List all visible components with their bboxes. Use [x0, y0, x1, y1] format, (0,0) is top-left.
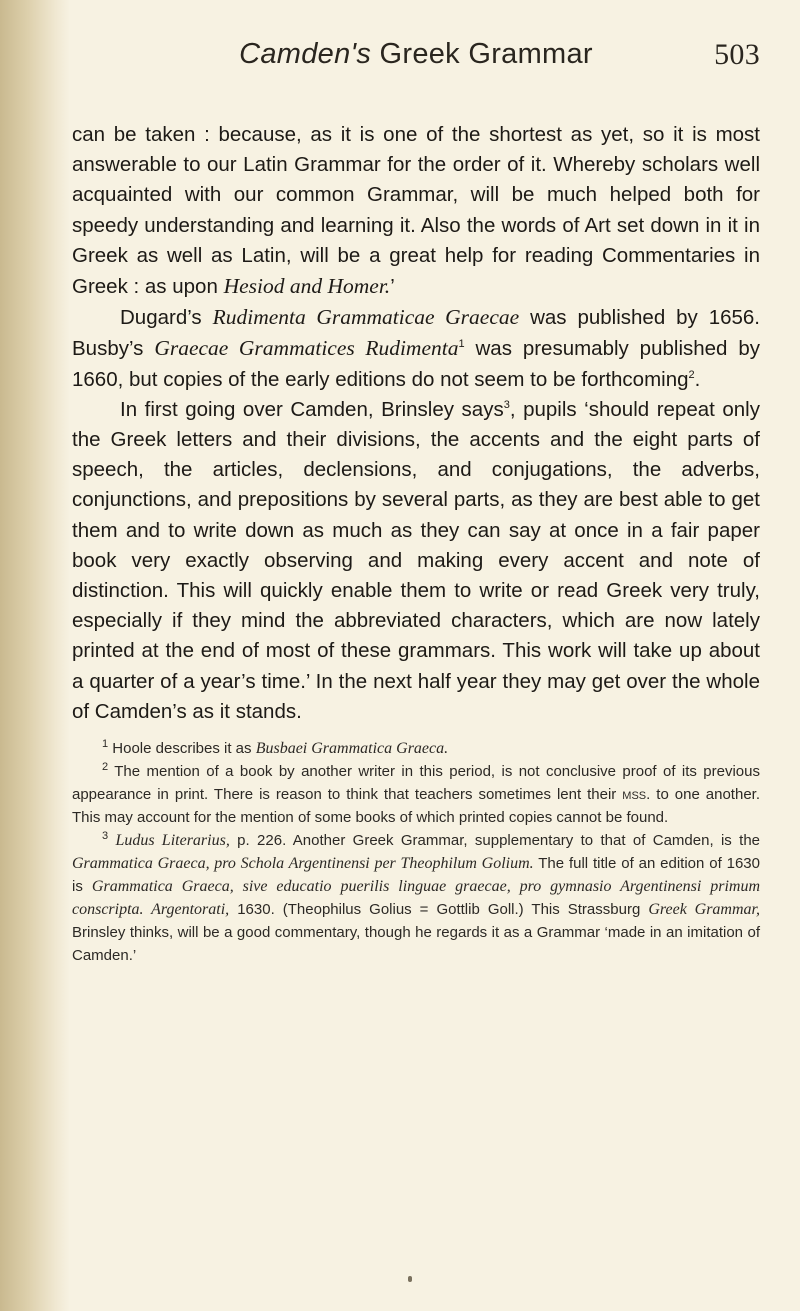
footnote-2	[72, 760, 760, 829]
footnote-3-italic-3: Grammatica Graeca, sive educatio puerilis linguae graecae, pro gymnasio Argentinensi primum conscripta. Argentorati,	[72, 878, 761, 919]
footnote-ref-3: 3	[503, 399, 510, 411]
ink-fleck	[408, 1276, 412, 1282]
footnote-1-italic: Busbaei Grammatica Graeca.	[255, 740, 449, 758]
p2-italic-title-2: Graecae Grammatices Rudimenta	[154, 336, 459, 361]
p1-close-quote: ’	[390, 275, 395, 299]
paragraph-1	[72, 120, 760, 302]
footnote-1-number: 1	[102, 738, 109, 751]
footnotes	[72, 737, 760, 967]
p1-italic-title: Hesiod and Homer.	[223, 274, 391, 299]
footnote-3-text-c: 1630. (Theophilus Golius = Gottlib Goll.) This Strassburg	[229, 901, 649, 919]
footnote-3-italic-2: Grammatica Graeca, pro Schola Argentinensi per Theophilum Golium.	[72, 855, 534, 873]
paragraph-3	[72, 395, 760, 727]
footnote-3	[72, 829, 760, 967]
footnote-1	[72, 737, 760, 760]
p2-text-d: .	[694, 367, 701, 391]
footnote-ref-2: 2	[688, 368, 695, 381]
book-page	[72, 38, 760, 967]
p2-text-c: was presumably published by 1660, but copies of the early editions do not seem to be forthcoming	[72, 337, 760, 391]
footnote-3-text-b: The full title of an edition of 1630 is	[72, 855, 760, 896]
running-head-title: Greek Grammar	[371, 38, 593, 70]
footnote-2-text: The mention of a book by another writer in this period, is not conclusive proof of its previous appearance in print. There is reason to think that teachers sometimes lent their	[72, 763, 760, 804]
paragraph-2	[72, 302, 760, 395]
footnote-3-number: 3	[102, 830, 109, 843]
p2-text-b: was published by 1656. Busby’s	[72, 306, 760, 361]
footnote-3-text-a: p. 226. Another Greek Grammar, supplementary to that of Camden, is the	[229, 832, 761, 850]
footnote-ref-1: 1	[458, 338, 465, 351]
footnote-2-number: 2	[102, 761, 109, 774]
running-head-title-italic: Camden's	[239, 38, 372, 70]
page-number: 503	[714, 38, 760, 71]
footnote-3-italic-4: Greek Grammar,	[648, 901, 760, 919]
p1-text: can be taken : because, as it is one of the shortest as yet, so it is most answerable to our Latin Grammar for the order of it. Whereby scholars well acquainted with our common Grammar, will be much helped both for speedy understanding and learning it. Also the words of Art set down in it in Greek as well as Latin, will be a great help for reading Commentaries in Greek : as upon	[72, 123, 760, 299]
footnote-2-smallcaps: mss.	[622, 786, 651, 804]
running-head	[72, 38, 760, 94]
footnote-3-italic-1: Ludus Literarius,	[115, 832, 230, 850]
p3-text-b: , pupils ‘should repeat only the Greek letters and their divisions, the accents and the eight parts of speech, the articles, declensions, and conjugations, the adverbs, conjunctions, and prepositions by several parts, as they are best able to get them and to write down as much as they can say at once in a fair paper book very exactly observing and making every accent and note of distinction. This will quickly enable them to write or read Greek very truly, especially if they mind the abbreviated characters, which are now lately printed at the end of most of these grammars. This work will take up about a quarter of a year’s time.’ In the next half year they may get over the whole of Camden’s as it stands.	[72, 397, 760, 723]
footnote-1-text: Hoole describes it as	[108, 740, 256, 758]
footnote-3-text-d: Brinsley thinks, will be a good commentary, though he regards it as a Grammar ‘made in an imitation of Camden.’	[72, 924, 760, 965]
gutter-shadow	[0, 0, 70, 1311]
body-text	[72, 120, 760, 727]
p2-text-a: Dugard’s	[120, 306, 213, 330]
p2-italic-title-1: Rudimenta Grammaticae Graecae	[212, 305, 520, 330]
p3-text-a: In first going over Camden, Brinsley says	[120, 397, 504, 421]
footnote-2-text-end: to one another. This may account for the mention of some books of which printed copies cannot be found.	[72, 786, 760, 827]
